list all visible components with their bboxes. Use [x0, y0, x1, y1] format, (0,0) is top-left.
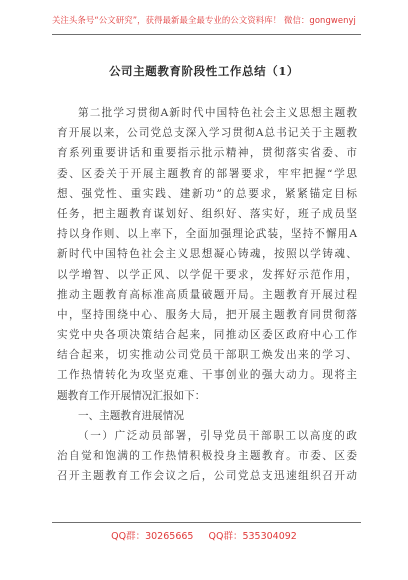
body-line: 新时代中国特色社会主义思想凝心铸魂，按照以学铸魂、: [57, 248, 357, 261]
section-heading: 一、主题教育进展情况: [78, 409, 184, 422]
body-line: 持以身作则、以上率下，全面加强理论武装，坚持不懈用A: [57, 228, 357, 241]
body-line: 任务，把主题教育谋划好、组织好、落实好，班子成员坚: [57, 207, 357, 220]
body-line: 治自觉和饱满的工作热情积极投身主题教育。市委、区委: [57, 450, 357, 463]
body-line: 育开展以来，公司党总支深入学习贯彻A总书记关于主题教: [57, 127, 357, 140]
body-line: 想、强党性、重实践、建新功”的总要求，紧紧锚定目标: [57, 187, 357, 200]
document-body: [57, 103, 357, 487]
body-line: 题教育工作开展情况汇报如下：: [57, 389, 206, 402]
body-line: 第二批学习贯彻A新时代中国特色社会主义思想主题教: [78, 107, 357, 119]
qq-group-2: QQ群：535304092: [208, 531, 297, 542]
body-line: 委、区委关于开展主题教育的部署要求，牢牢把握“学思: [57, 167, 357, 180]
qq-group-1: QQ群：30265665: [111, 531, 194, 542]
footer-divider: [52, 522, 361, 523]
body-line: 以学增智、以学正风、以学促干要求，发挥好示范作用，: [57, 268, 357, 281]
body-line: 工作热情转化为攻坚克难、干事创业的强大动力。现将主: [57, 369, 357, 382]
body-line: 推动主题教育高标准高质量破题开局。主题教育开展过程: [57, 288, 357, 301]
document-title: 公司主题教育阶段性工作总结（1）: [108, 64, 300, 78]
promo-banner: 关注头条号“公文研究”，获得最新最全最专业的公文资料库！ 微信：gongwenyj: [52, 15, 356, 25]
body-line: 实党中央各项决策结合起来，同推动区委区政府中心工作: [57, 329, 357, 342]
header-divider: [52, 34, 361, 35]
footer: [0, 528, 408, 542]
body-line: （一）广泛动员部署，引导党员干部职工以高度的政: [78, 430, 357, 442]
body-line: 召开主题教育工作会议之后，公司党总支迅速组织召开动: [57, 470, 357, 483]
body-line: 中，坚持围绕中心、服务大局，把开展主题教育同贯彻落: [57, 308, 357, 321]
body-line: 育系列重要讲话和重要指示批示精神，贯彻落实省委、市: [57, 147, 357, 160]
body-line: 结合起来，切实推动公司党员干部职工焕发出来的学习、: [57, 349, 357, 362]
